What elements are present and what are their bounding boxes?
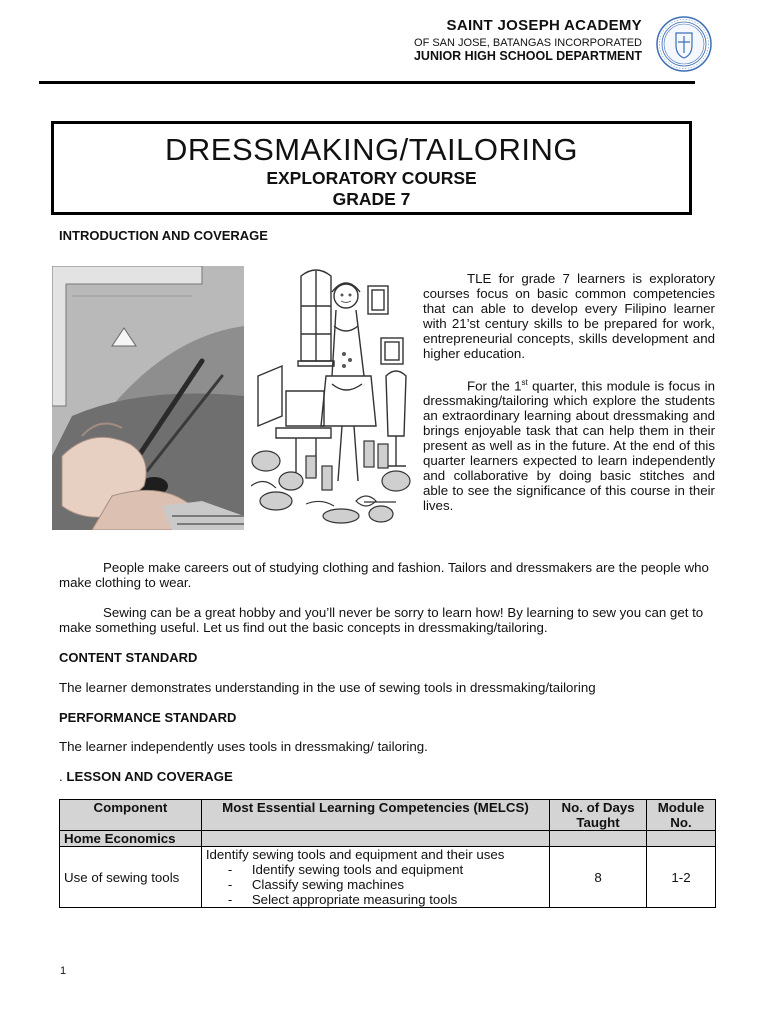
title-box [51,121,692,215]
header-melcs: Most Essential Learning Competencies (MELCS) [201,800,549,831]
performance-standard-text: The learner independently uses tools in dressmaking/ tailoring. [59,739,428,754]
school-name: SAINT JOSEPH ACADEMY [446,17,642,34]
header-module-no: Module No. [647,800,716,831]
category-empty-cell [647,831,716,847]
list-item: - Select appropriate measuring tools [228,892,545,907]
days-cell: 8 [550,847,647,908]
careers-paragraph: People make careers out of studying clothing and fashion. Tailors and dressmakers are the people who make clothing to wear. [59,560,709,590]
document-subtitle: EXPLORATORY COURSE [266,168,477,188]
content-standard-text: The learner demonstrates understanding in the use of sewing tools in dressmaking/tailoring [59,680,596,695]
module-cell: 1-2 [647,847,716,908]
competency-main: Identify sewing tools and equipment and their uses [205,847,505,862]
performance-standard-heading: PERFORMANCE STANDARD [59,710,237,725]
table-header-row [60,800,716,831]
department-name: JUNIOR HIGH SCHOOL DEPARTMENT [413,49,642,63]
page-number: 1 [60,965,67,977]
school-seal-icon [655,15,713,73]
intro-side-paragraph-2 [423,375,715,513]
lesson-heading-text: LESSON AND COVERAGE [66,769,233,784]
competency-cell [201,847,549,908]
list-item: - Classify sewing machines [228,877,545,892]
seamstress-cartoon-image [246,266,418,530]
table-row [60,847,716,908]
header-component: Component [60,800,202,831]
category-empty-cell [201,831,549,847]
header-divider [39,81,695,84]
school-location: OF SAN JOSE, BATANGAS INCORPORATED [414,37,642,49]
quarter-text-prefix: For the 1 [467,378,522,394]
competency-subitems [206,862,545,907]
intro-side-paragraph-1: TLE for grade 7 learners is exploratory courses focus on basic common competencies that can able to develop every Filipino learner with 21’st century skills to be prepared for work, entrepreneurial concepts, skills development and higher education. [423,271,715,361]
scissors-cutting-fabric-image [52,266,244,530]
content-standard-heading: CONTENT STANDARD [59,650,198,665]
lesson-heading-prefix: . [59,769,67,784]
quarter-text-body: quarter, this module is focus in dressmaking/tailoring which explore the students an extraordinary learning about dressmaking and brings enjoyable task that can help them in their present as well as in the future. At the end of this quarter learners expected to learn independently and collaborative by doing basic stitches and able to see the significance of this course in their lives. [423,378,715,514]
melcs-table [59,799,716,908]
grade-label: GRADE 7 [332,189,411,209]
table-category-row [60,831,716,847]
intro-heading: INTRODUCTION AND COVERAGE [59,228,268,243]
document-title: DRESSMAKING/TAILORING [165,132,578,167]
intro-side-text [423,271,715,513]
component-cell: Use of sewing tools [60,847,202,908]
category-empty-cell [550,831,647,847]
header-days-taught: No. of Days Taught [550,800,647,831]
category-home-economics: Home Economics [60,831,202,847]
lesson-heading [59,769,233,784]
list-item: - Identify sewing tools and equipment [228,862,545,877]
sewing-hobby-paragraph: Sewing can be a great hobby and you’ll never be sorry to learn how! By learning to sew you can get to make something useful. Let us find out the basic concepts in dressmaking/tailoring. [59,605,704,635]
ordinal-suffix: st [521,378,528,387]
